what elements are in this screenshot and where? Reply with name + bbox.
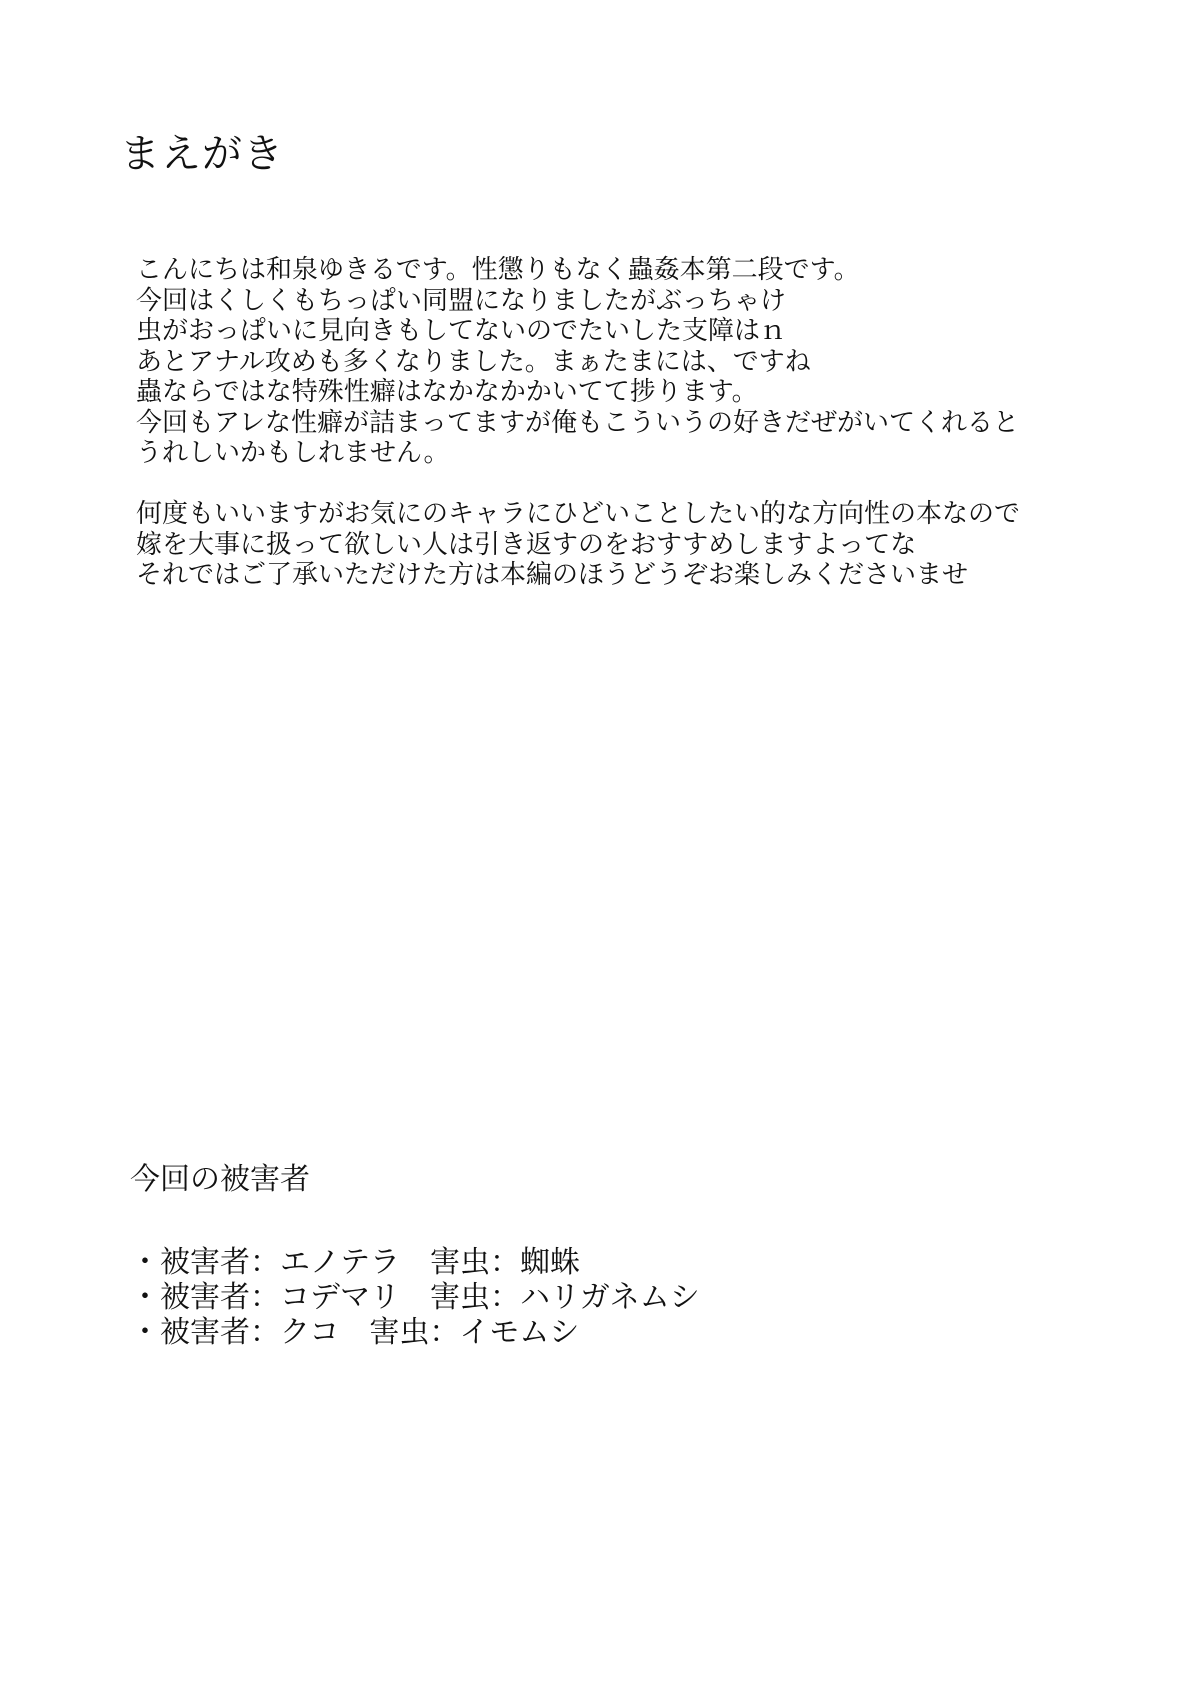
intro-line: 嫁を大事に扱って欲しい人は引き返すのをおすすめしますよってな (136, 529, 917, 560)
intro-line: 蟲ならではな特殊性癖はなかなかかいてて捗ります。 (136, 377, 758, 407)
intro-line: それではご了承いただけた方は本編のほうどうぞお楽しみくださいませ (136, 560, 969, 590)
victim-row: ・被害者：コデマリ 害虫：ハリガネムシ (130, 1280, 700, 1315)
victim-row: ・被害者：クコ 害虫：イモムシ (130, 1315, 580, 1350)
victims-list (130, 1245, 700, 1350)
intro-line: あとアナル攻めも多くなりました。まぁたまには、ですね (136, 346, 811, 377)
paragraph-gap (136, 469, 1136, 500)
intro-line: 虫がおっぱいに見向きもしてないのでたいした支障はｎ (136, 316, 787, 346)
page-title: まえがき (120, 131, 284, 177)
intro-text (136, 255, 1136, 591)
intro-line: 何度もいいますがお気にのキャラにひどいことしたい的な方向性の本なので (136, 499, 1021, 529)
intro-line: うれしいかもしれません。 (136, 438, 450, 468)
intro-line: 今回もアレな性癖が詰まってますが俺もこういうの好きだぜがいてくれると (136, 407, 1019, 438)
intro-line: 今回はくしくもちっぱい同盟になりましたがぶっちゃけ (136, 285, 787, 316)
victims-heading: 今回の被害者 (130, 1162, 310, 1197)
victim-row: ・被害者：エノテラ 害虫：蜘蛛 (130, 1245, 580, 1280)
intro-line: こんにちは和泉ゆきるです。性懲りもなく蟲姦本第二段です。 (136, 255, 860, 285)
